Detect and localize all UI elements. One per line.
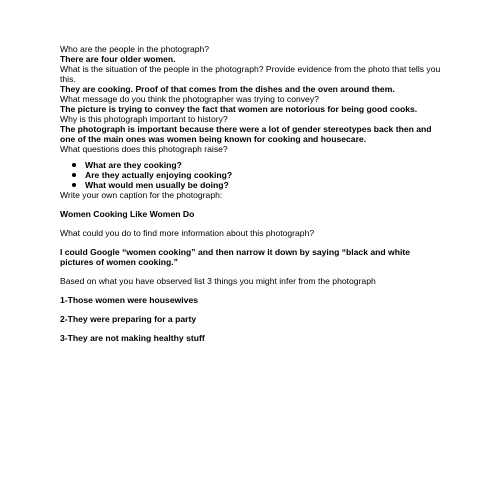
- question-raised: What questions does this photograph raise?: [60, 144, 228, 154]
- list-item: [72, 160, 445, 170]
- list-item-text: What are they cooking?: [85, 160, 182, 170]
- answer-importance: The photograph is important because there were a lot of gender stereotypes back then and one of the main ones was women being known for cooking and housecare.: [60, 124, 432, 144]
- list-item: [72, 170, 445, 180]
- raised-questions-list: [60, 160, 445, 190]
- inference-item: 1-Those women were housewives: [60, 295, 199, 305]
- question-caption: Write your own caption for the photograph:: [60, 190, 223, 200]
- worksheet-page: [60, 44, 445, 343]
- answer-more-info: I could Google “women cooking” and then narrow it down by saying “black and white pictures of women cooking.”: [60, 247, 410, 267]
- list-item: [72, 180, 445, 190]
- bullet-icon: [72, 173, 76, 177]
- question-people: Who are the people in the photograph?: [60, 44, 210, 54]
- question-more-info: What could you do to find more information about this photograph?: [60, 228, 315, 238]
- bullet-icon: [72, 183, 76, 187]
- question-importance: Why is this photograph important to history?: [60, 114, 228, 124]
- inference-item: 2-They were preparing for a party: [60, 314, 197, 324]
- list-item-text: What would men usually be doing?: [85, 180, 229, 190]
- bullet-icon: [72, 163, 76, 167]
- answer-people: There are four older women.: [60, 54, 176, 64]
- question-message: What message do you think the photographer was trying to convey?: [60, 94, 319, 104]
- question-situation: What is the situation of the people in the photograph? Provide evidence from the photo that tells you this.: [60, 64, 441, 84]
- answer-message: The picture is trying to convey the fact that women are notorious for being good cooks.: [60, 104, 418, 114]
- answer-caption: Women Cooking Like Women Do: [60, 209, 195, 219]
- list-item-text: Are they actually enjoying cooking?: [85, 170, 233, 180]
- question-infer: Based on what you have observed list 3 things you might infer from the photograph: [60, 276, 376, 286]
- inference-item: 3-They are not making healthy stuff: [60, 333, 205, 343]
- answer-situation: They are cooking. Proof of that comes from the dishes and the oven around them.: [60, 84, 395, 94]
